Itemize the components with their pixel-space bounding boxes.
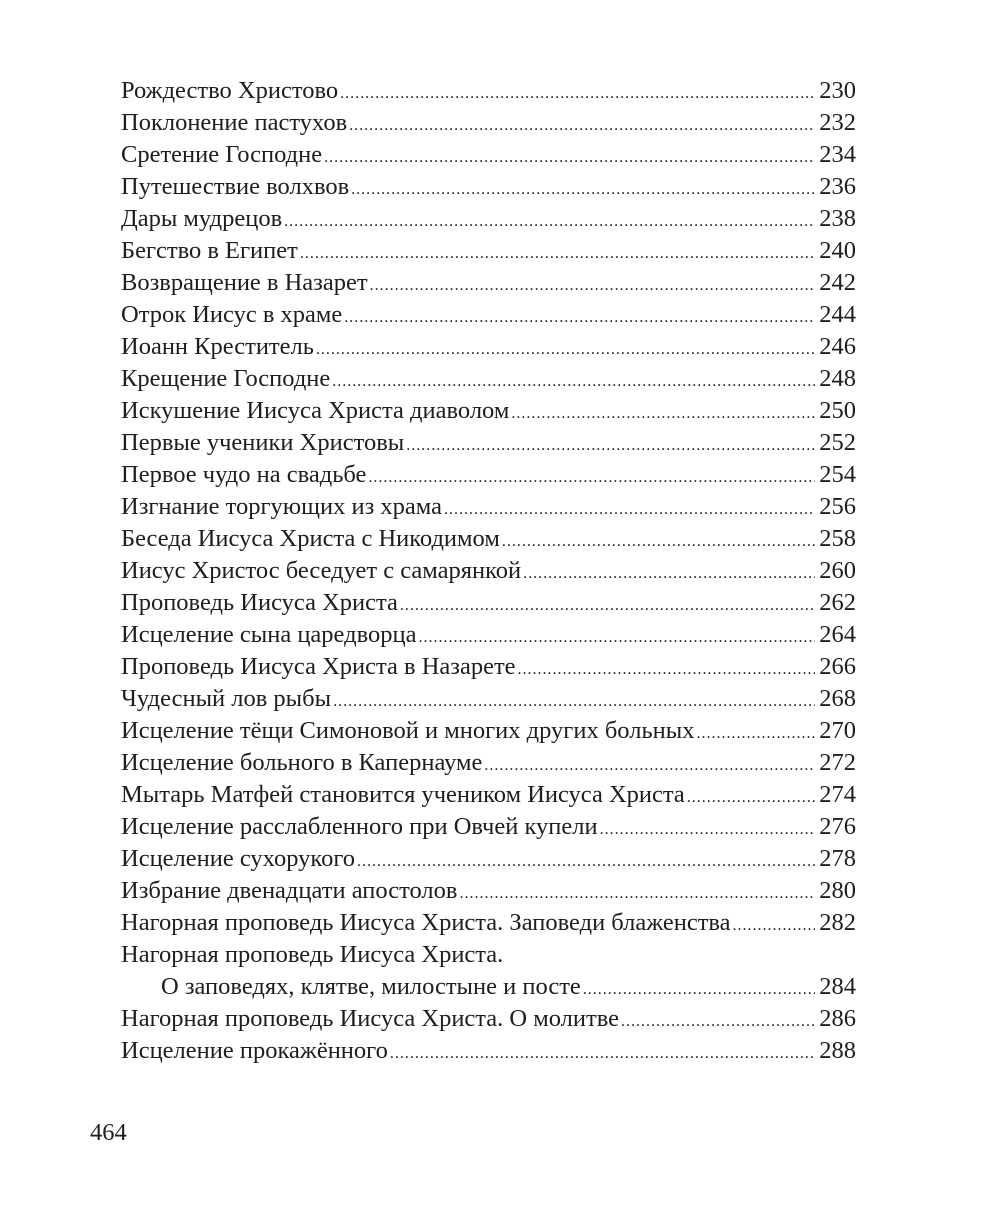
toc-entry-title: Отрок Иисус в храме bbox=[121, 301, 343, 328]
dot-leader bbox=[324, 142, 815, 174]
toc-entry-page: 244 bbox=[819, 301, 856, 328]
toc-entry-page: 264 bbox=[819, 621, 856, 648]
toc-entry-page: 250 bbox=[819, 397, 856, 424]
toc-entry-title: Проповедь Иисуса Христа bbox=[121, 589, 398, 616]
toc-entry-title: Исцеление тёщи Симоновой и многих других больных bbox=[121, 717, 695, 744]
dot-leader bbox=[687, 782, 815, 814]
toc-entry-title: Мытарь Матфей становится учеником Иисуса Христа bbox=[121, 781, 685, 808]
toc-entry-page: 260 bbox=[819, 557, 856, 584]
dot-leader bbox=[459, 878, 815, 910]
dot-leader bbox=[344, 302, 815, 334]
toc-entry bbox=[121, 171, 856, 203]
dot-leader bbox=[357, 846, 815, 878]
dot-leader bbox=[696, 718, 815, 750]
toc-entry-title: Нагорная проповедь Иисуса Христа. О молитве bbox=[121, 1005, 620, 1032]
toc-entry bbox=[121, 875, 856, 907]
dot-leader bbox=[284, 206, 815, 238]
toc-entry-page: 236 bbox=[819, 173, 856, 200]
toc-entry-title: Первые ученики Христовы bbox=[121, 429, 405, 456]
toc-entry-title: Возвращение в Назарет bbox=[121, 269, 368, 296]
dot-leader bbox=[484, 750, 815, 782]
toc-entry-title: Исцеление прокажённого bbox=[121, 1037, 388, 1064]
toc-entry bbox=[121, 523, 856, 555]
toc-entry bbox=[121, 715, 856, 747]
toc-entry bbox=[121, 747, 856, 779]
dot-leader bbox=[733, 910, 816, 942]
toc-entry-page: 242 bbox=[819, 269, 856, 296]
toc-entry-continuation bbox=[121, 971, 856, 1003]
toc-entry-title: Избрание двенадцати апостолов bbox=[121, 877, 458, 904]
toc-entry-page: 272 bbox=[819, 749, 856, 776]
toc-entry-page: 270 bbox=[819, 717, 856, 744]
toc-entry bbox=[121, 491, 856, 523]
toc-entry bbox=[121, 459, 856, 491]
toc-entry bbox=[121, 843, 856, 875]
toc-entry-title: Поклонение пастухов bbox=[121, 109, 348, 136]
toc-entry-page: 240 bbox=[819, 237, 856, 264]
toc-entry-title: Изгнание торгующих из храма bbox=[121, 493, 442, 520]
toc-entry-page: 278 bbox=[819, 845, 856, 872]
toc-entry-page: 282 bbox=[819, 909, 856, 936]
toc-entry-title: Дары мудрецов bbox=[121, 205, 283, 232]
dot-leader bbox=[332, 366, 815, 398]
toc-entry-page: 274 bbox=[819, 781, 856, 808]
toc-entry bbox=[121, 587, 856, 619]
dot-leader bbox=[390, 1038, 815, 1070]
toc-entry bbox=[121, 1003, 856, 1035]
toc-entry bbox=[121, 1035, 856, 1067]
table-of-contents bbox=[121, 75, 856, 1067]
toc-entry-title: Исцеление сына царедворца bbox=[121, 621, 417, 648]
toc-entry-page: 256 bbox=[819, 493, 856, 520]
dot-leader bbox=[370, 270, 816, 302]
toc-entry-title: Беседа Иисуса Христа с Никодимом bbox=[121, 525, 500, 552]
toc-entry bbox=[121, 779, 856, 811]
toc-entry-page: 246 bbox=[819, 333, 856, 360]
toc-entry bbox=[121, 299, 856, 331]
toc-entry-title: Путешествие волхвов bbox=[121, 173, 350, 200]
toc-entry bbox=[121, 235, 856, 267]
dot-leader bbox=[340, 78, 815, 110]
toc-entry-page: 238 bbox=[819, 205, 856, 232]
dot-leader bbox=[518, 654, 816, 686]
toc-entry-page: 258 bbox=[819, 525, 856, 552]
toc-entry bbox=[121, 619, 856, 651]
dot-leader bbox=[502, 526, 815, 558]
toc-entry-page: 232 bbox=[819, 109, 856, 136]
toc-entry bbox=[121, 267, 856, 299]
dot-leader bbox=[583, 974, 815, 1006]
toc-entry-page: 252 bbox=[819, 429, 856, 456]
toc-entry-title: Исцеление расслабленного при Овчей купели bbox=[121, 813, 598, 840]
dot-leader bbox=[368, 462, 815, 494]
toc-entry bbox=[121, 75, 856, 107]
toc-entry-title: Сретение Господне bbox=[121, 141, 323, 168]
dot-leader bbox=[316, 334, 815, 366]
dot-leader bbox=[621, 1006, 815, 1038]
dot-leader bbox=[406, 430, 815, 462]
toc-entry-page: 234 bbox=[819, 141, 856, 168]
toc-entry-title: Первое чудо на свадьбе bbox=[121, 461, 367, 488]
toc-entry bbox=[121, 363, 856, 395]
dot-leader bbox=[333, 686, 815, 718]
toc-entry-page: 268 bbox=[819, 685, 856, 712]
toc-entry-title: Исцеление больного в Капернауме bbox=[121, 749, 483, 776]
toc-entry-page: 276 bbox=[819, 813, 856, 840]
page-number: 464 bbox=[90, 1119, 127, 1146]
toc-entry-title: Бегство в Египет bbox=[121, 237, 298, 264]
toc-entry-page: 284 bbox=[819, 973, 856, 1000]
dot-leader bbox=[351, 174, 815, 206]
toc-entry-page: 254 bbox=[819, 461, 856, 488]
toc-entry-title: Крещение Господне bbox=[121, 365, 331, 392]
dot-leader bbox=[418, 622, 815, 654]
dot-leader bbox=[349, 110, 815, 142]
toc-entry-title: Исцеление сухорукого bbox=[121, 845, 356, 872]
toc-entry bbox=[121, 203, 856, 235]
toc-entry bbox=[121, 331, 856, 363]
toc-entry bbox=[121, 427, 856, 459]
dot-leader bbox=[400, 590, 815, 622]
toc-entry bbox=[121, 907, 856, 939]
toc-entry-page: 286 bbox=[819, 1005, 856, 1032]
toc-entry bbox=[121, 555, 856, 587]
dot-leader bbox=[511, 398, 815, 430]
toc-entry-subtitle: О заповедях, клятве, милостыне и посте bbox=[161, 973, 581, 1000]
toc-entry-title: Иоанн Креститель bbox=[121, 333, 314, 360]
dot-leader bbox=[523, 558, 815, 590]
toc-entry-page: 262 bbox=[819, 589, 856, 616]
toc-entry-title: Нагорная проповедь Иисуса Христа. Заповеди блаженства bbox=[121, 909, 731, 936]
toc-entry bbox=[121, 651, 856, 683]
toc-entry-page: 266 bbox=[819, 653, 856, 680]
toc-entry-title: Рождество Христово bbox=[121, 77, 339, 104]
toc-entry-title: Нагорная проповедь Иисуса Христа. bbox=[121, 941, 504, 968]
dot-leader bbox=[600, 814, 816, 846]
toc-entry bbox=[121, 811, 856, 843]
toc-entry-first-line bbox=[121, 939, 856, 971]
toc-entry-title: Проповедь Иисуса Христа в Назарете bbox=[121, 653, 516, 680]
toc-entry bbox=[121, 139, 856, 171]
toc-entry bbox=[121, 683, 856, 715]
toc-entry-title: Искушение Иисуса Христа диаволом bbox=[121, 397, 510, 424]
toc-entry-page: 288 bbox=[819, 1037, 856, 1064]
toc-entry-page: 280 bbox=[819, 877, 856, 904]
toc-entry-title: Чудесный лов рыбы bbox=[121, 685, 332, 712]
dot-leader bbox=[300, 238, 815, 270]
toc-entry bbox=[121, 395, 856, 427]
toc-entry-title: Иисус Христос беседует с самарянкой bbox=[121, 557, 522, 584]
toc-entry bbox=[121, 107, 856, 139]
toc-entry-page: 248 bbox=[819, 365, 856, 392]
dot-leader bbox=[444, 494, 815, 526]
toc-entry-page: 230 bbox=[819, 77, 856, 104]
